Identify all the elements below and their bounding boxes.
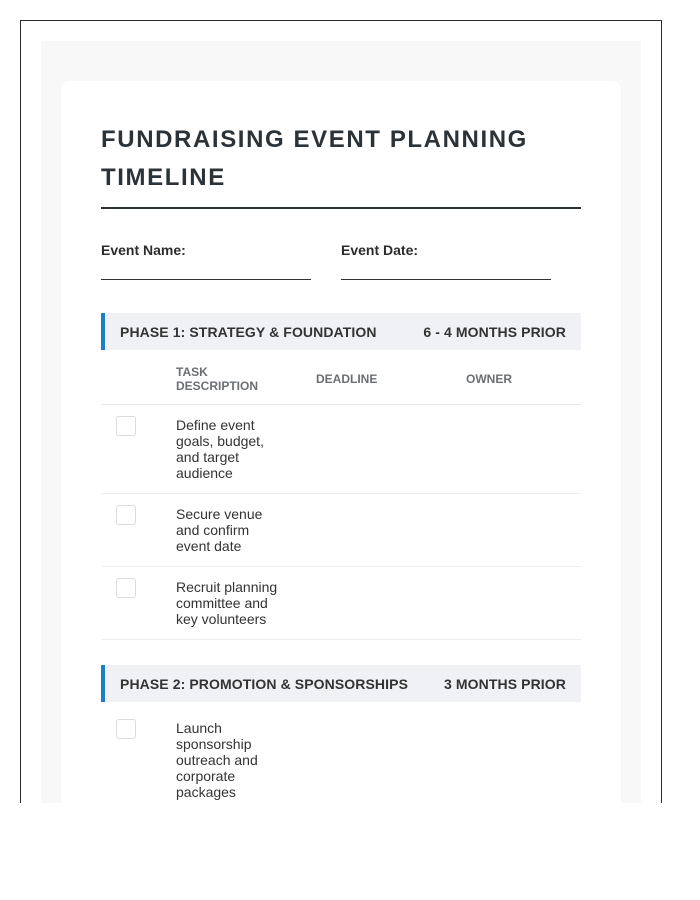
table-row [101,567,581,640]
table-header-row [101,350,581,405]
title-divider [101,207,581,209]
phase-timing: 3 MONTHS PRIOR [444,675,566,692]
table-row [101,702,581,803]
event-date-input-line[interactable] [341,279,551,280]
event-info-fields [101,242,581,280]
checkbox-cell [101,702,161,803]
owner-column-header: OWNER [451,350,581,405]
task-description: Launch sponsorship outreach and corporate packages [161,702,301,803]
task-checkbox[interactable] [116,505,136,525]
page-viewport [20,20,662,803]
task-table [101,350,581,640]
task-description: Secure venue and confirm event date [161,494,301,567]
event-name-field [101,242,341,280]
task-deadline[interactable] [301,494,451,567]
task-owner[interactable] [451,702,581,803]
event-date-field [341,242,581,280]
event-date-label: Event Date: [341,242,419,258]
phase-header [101,313,581,350]
event-name-input-line[interactable] [101,279,311,280]
phase-title: PHASE 2: PROMOTION & SPONSORSHIPS [120,675,409,692]
task-deadline[interactable] [301,567,451,640]
task-checkbox[interactable] [116,719,136,739]
phase-title: PHASE 1: STRATEGY & FOUNDATION [120,323,377,340]
task-owner[interactable] [451,567,581,640]
task-checkbox[interactable] [116,416,136,436]
page-title: FUNDRAISING EVENT PLANNING TIMELINE [101,126,528,191]
checkbox-cell [101,494,161,567]
task-table [101,702,581,803]
checkbox-cell [101,405,161,494]
table-row [101,494,581,567]
deadline-column-header: DEADLINE [301,350,451,405]
event-name-label: Event Name: [101,242,186,258]
checkbox-column-header [101,350,161,405]
checkbox-cell [101,567,161,640]
document-content [101,121,581,803]
phase-timing: 6 - 4 MONTHS PRIOR [423,323,566,340]
task-owner[interactable] [451,494,581,567]
task-description: Recruit planning committee and key volunteers [161,567,301,640]
task-deadline[interactable] [301,405,451,494]
phase-2-section [101,665,581,803]
page-background [41,41,641,803]
task-owner[interactable] [451,405,581,494]
task-column-header: TASK DESCRIPTION [161,350,301,405]
phase-1-section [101,313,581,640]
document-card [61,81,621,803]
task-deadline[interactable] [301,702,451,803]
task-description: Define event goals, budget, and target audience [161,405,301,494]
table-row [101,405,581,494]
task-checkbox[interactable] [116,578,136,598]
phase-header [101,665,581,702]
